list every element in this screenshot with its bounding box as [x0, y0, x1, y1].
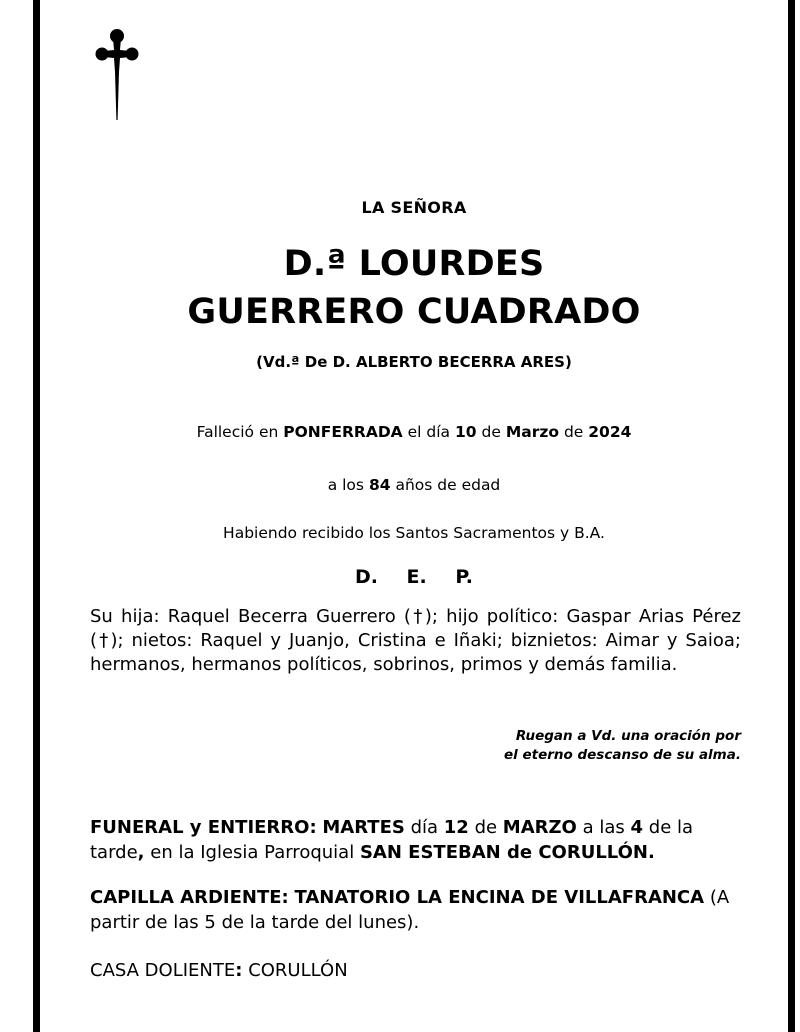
casa-label: CASA DOLIENTE: [90, 960, 236, 981]
capilla-note: (A partir de las 5 de la tarde del lunes).: [90, 887, 730, 933]
prayer-line-1: Ruegan a Vd. una oración por: [515, 728, 741, 744]
death-mid1: el día: [407, 423, 451, 441]
prayer-line-2: el eterno descanso de su alma.: [504, 747, 741, 763]
age-suffix: años de edad: [395, 476, 501, 494]
funeral-end: .: [648, 842, 655, 863]
capilla-colon: :: [281, 887, 289, 908]
funeral-t2: de: [474, 817, 498, 838]
funeral-info: [90, 815, 750, 865]
dep-line: D. E. P.: [354, 566, 474, 588]
left-border: [33, 0, 40, 1032]
family-paragraph: Su hija: Raquel Becerra Guerrero (†); hijo político: Gaspar Arias Pérez (†); nietos: Raquel y Juanjo, Cristina e Iñaki; biznietos: Aimar y Saioa; hermanos, hermanos políticos, sobrinos, primos y demás familia.: [90, 606, 741, 675]
death-month: Marzo: [505, 423, 560, 441]
funeral-t3: a las: [582, 817, 625, 838]
funeral-month: MARZO: [502, 817, 577, 838]
name-line-1: D.ª LOURDES: [283, 244, 545, 284]
funeral-comma: ,: [137, 842, 145, 863]
death-line: [40, 423, 788, 441]
death-day: 10: [454, 423, 477, 441]
capilla-label: CAPILLA ARDIENTE: [90, 887, 282, 908]
age-prefix: a los: [327, 476, 364, 494]
funeral-t1: día: [410, 817, 439, 838]
funeral-label: FUNERAL y ENTIERRO:: [90, 817, 317, 838]
death-year: 2024: [588, 423, 632, 441]
death-mid2: de: [481, 423, 501, 441]
casa-info: [90, 958, 750, 983]
capilla-info: [90, 885, 750, 935]
funeral-t4: de la tarde: [90, 817, 694, 863]
prayer-request: [380, 727, 741, 765]
funeral-weekday: MARTES: [322, 817, 405, 838]
funeral-day: 12: [443, 817, 469, 838]
funeral-t5: en la Iglesia Parroquial: [150, 842, 355, 863]
age-line: [40, 476, 788, 494]
sacraments-line: Habiendo recibido los Santos Sacramentos y B.A.: [223, 524, 605, 542]
right-border: [788, 0, 795, 1032]
casa-colon: :: [235, 960, 243, 981]
death-prefix: Falleció en: [196, 423, 279, 441]
widow-note: (Vd.ª De D. ALBERTO BECERRA ARES): [256, 353, 572, 371]
funeral-hour: 4: [630, 817, 644, 838]
deceased-name: [40, 240, 788, 336]
capilla-place: TANATORIO LA ENCINA DE VILLAFRANCA: [294, 887, 705, 908]
age-years: 84: [368, 476, 391, 494]
casa-place: CORULLÓN: [248, 960, 348, 981]
title-label: LA SEÑORA: [361, 198, 467, 217]
funeral-church: SAN ESTEBAN de CORULLÓN: [359, 842, 648, 863]
death-place: PONFERRADA: [283, 423, 403, 441]
death-mid3: de: [563, 423, 584, 441]
santiago-cross-icon: [94, 28, 140, 124]
name-line-2: GUERRERO CUADRADO: [187, 292, 641, 332]
